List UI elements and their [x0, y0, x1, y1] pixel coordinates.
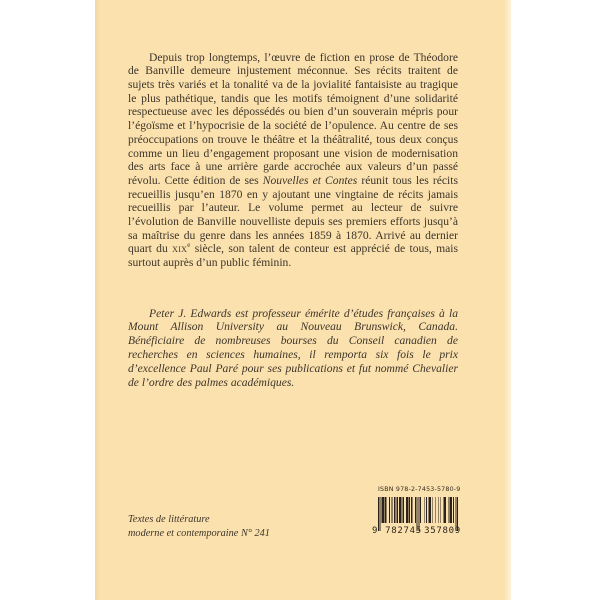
barcode-digit-first: 9	[372, 526, 378, 536]
isbn-barcode	[372, 486, 462, 538]
collection-imprint	[128, 513, 270, 540]
isbn-number-label: ISBN 978-2-7453-5780-9	[378, 486, 461, 493]
barcode-digits-right: 357809	[424, 526, 461, 536]
imprint-line-2: moderne et contemporaine N° 241	[128, 527, 270, 539]
text-segment: siècle, son talent de conteur est apprécié de tous, mais surtout auprès d’un public féminin.	[128, 242, 458, 270]
text-segment: e	[187, 241, 191, 250]
text-segment: xix	[172, 242, 188, 256]
text-segment: Nouvelles et Contes	[262, 173, 358, 187]
barcode-digits-left: 782745	[385, 526, 422, 536]
text-segment: réunit tous les récits recueillis jusqu’en 1870 en y ajoutant une vingtaine de récits jamais recueillis par l’auteur. Le volume permet au lecteur de suivre l’évolution de Banville nouvelliste depuis ses premiers efforts jusqu’à sa maîtrise du genre dans les années 1859 à 1870. Arrivé au dernier quart du	[128, 173, 458, 256]
imprint-line-1: Textes de littérature	[128, 514, 210, 525]
text-segment: Depuis trop longtemps, l’œuvre de fiction en prose de Théodore de Banville demeure injustement méconnue. Ses récits traitent de sujets très variés et la tonalité va de la jovialité fantaisiste au tragique le plus pathétique, tandis que les motifs témoignent d’une solidarité respectueuse avec les dépossédés ou bien d’un souverain mépris pour l’égoïsme et l’hypocrisie de la société de l’opulence. Au centre de ses préoccupations on trouve le théâtre et la théâtralité, tous deux conçus comme un lieu d’engagement proposant une vision de modernisation des arts face à une arrière garde accrochée aux valeurs d’un passé révolu. Cette édition de ses	[128, 50, 458, 187]
book-back-cover	[95, 0, 511, 600]
text-segment: Peter J. Edwards est professeur émérite d’études françaises à la Mount Allison University au Nouveau Brunswick, Canada. Bénéficiaire de nombreuses bourses du Conseil canadien de recherches en sciences humaines, il remporta six fois le prix d’excellence Paul Paré pour ses publications et fut nommé Chevalier de l’ordre des palmes académiques.	[128, 306, 458, 389]
back-blurb-paragraph	[128, 51, 458, 270]
barcode-digits	[372, 526, 464, 537]
author-bio-paragraph	[128, 307, 458, 390]
